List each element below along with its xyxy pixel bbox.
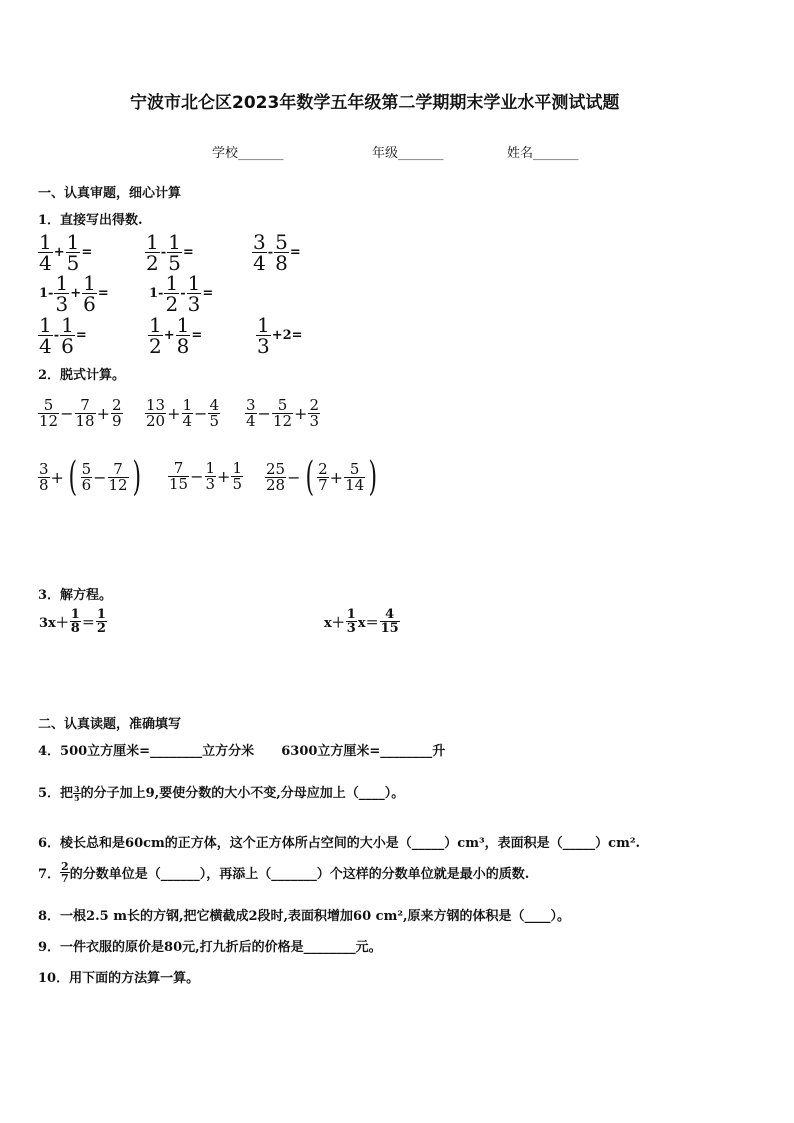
mental-math-item: $\frac{3}{4}$ - $\frac{5}{8}$ = [253, 230, 301, 275]
question-4: 4．500立方厘米=________立方分米 6300立方厘米=________升 [38, 744, 446, 759]
mental-math-item: 1- $\frac{1}{3}$ + $\frac{1}{6}$ = [39, 271, 109, 316]
calc-expression: $\frac{13}{20}$ + $\frac{1}{4}$ − $\frac{4}{5}$ [146, 396, 219, 430]
calc-expression: $\frac{7}{15}$ − $\frac{1}{3}$ + $\frac{1}{5}$ [169, 459, 242, 493]
fraction: $\frac{4}{5}$ [209, 396, 219, 430]
section-heading-2: 二、认真读题，准确填写 [38, 717, 182, 732]
left-paren: ( [305, 454, 314, 500]
fraction: $\frac{1}{2}$ [149, 313, 162, 358]
fraction: $\frac{1}{2}$ [146, 230, 159, 275]
left-paren: ( [68, 454, 78, 500]
fraction: $\frac{25}{28}$ [266, 459, 286, 494]
fraction: $\frac{5}{6}$ [81, 459, 92, 494]
mental-math-item: $\frac{1}{3}$ +2= [257, 313, 303, 358]
school-field: 学校_______ [212, 146, 284, 161]
right-paren: ) [132, 454, 141, 500]
fraction: $\frac{1}{3}$ [55, 271, 69, 316]
fraction: $\frac{1}{5}$ [66, 230, 80, 275]
fraction: $\frac{1}{4}$ [39, 313, 52, 358]
fraction: $\frac{2}{9}$ [112, 396, 122, 430]
fraction: $\frac{5}{8}$ [275, 230, 288, 275]
mental-math-item: 1- $\frac{1}{2}$ - $\frac{1}{3}$ = [149, 271, 214, 316]
fraction: $\frac{1}{5}$ [232, 459, 242, 493]
fraction: $\frac{5}{14}$ [345, 459, 365, 494]
fraction: $\frac{1}{3}$ [205, 459, 216, 493]
fraction: $\frac{3}{4}$ [246, 396, 256, 430]
question-8: 8．一根2.5 m长的方钢,把它横截成2段时,表面积增加60 cm²,原来方钢的体积是（____）。 [38, 909, 571, 924]
fraction: $\frac{2}{7}$ [318, 459, 328, 494]
question-9: 9．一件衣服的原价是80元,打九折后的价格是________元。 [38, 940, 382, 955]
equation-1: 3x＋ $\frac{1}{8}$ ＝ $\frac{1}{2}$ [39, 607, 106, 636]
calc-expression: $\frac{25}{28}$ − ( $\frac{2}{7}$ + $\frac{5}{14}$ ) [266, 454, 378, 500]
calc-expression: $\frac{3}{8}$ + ( $\frac{5}{6}$ − $\frac{7}{12}$ ) [39, 454, 141, 500]
question-10: 10．用下面的方法算一算。 [38, 971, 200, 986]
calc-expression: $\frac{3}{4}$ − $\frac{5}{12}$ + $\frac{2}{3}$ [246, 396, 319, 430]
fraction: $\frac{7}{12}$ [108, 459, 128, 494]
fraction: $\frac{5}{12}$ [272, 396, 293, 430]
fraction: $\frac{1}{6}$ [83, 271, 96, 316]
question-5: 5．把 $\frac{3}{5}$ 的分子加上9,要使分数的大小不变,分母应加上（____）。 [38, 784, 405, 803]
fraction: $\frac{2}{3}$ [309, 396, 319, 430]
name-field: 姓名_______ [507, 146, 579, 161]
calc-expression: $\frac{5}{12}$ − $\frac{7}{18}$ + $\frac{2}{9}$ [39, 396, 122, 430]
fraction: $\frac{1}{3}$ [187, 271, 201, 316]
fraction: $\frac{7}{15}$ [169, 459, 189, 493]
mental-math-item: $\frac{1}{4}$ + $\frac{1}{5}$ = [39, 230, 93, 275]
question-7: 7． $\frac{2}{7}$ 的分数单位是（______），再添上（_______）个这样的分数单位就是最小的质数. [38, 860, 530, 885]
fraction: $\frac{3}{4}$ [253, 230, 266, 275]
question-1-label: 1．直接写出得数. [38, 213, 143, 228]
page-title: 宁波市北仑区2023年数学五年级第二学期期末学业水平测试试题 [130, 93, 620, 113]
question-2-label: 2．脱式计算。 [38, 368, 126, 383]
grade-field: 年级_______ [372, 146, 444, 161]
fraction: $\frac{5}{12}$ [39, 396, 59, 430]
fraction: $\frac{1}{4}$ [182, 396, 193, 430]
question-6: 6．棱长总和是60cm的正方体，这个正方体所占空间的大小是（_____）cm³，表面积是（_____）cm². [38, 836, 641, 851]
fraction: $\frac{1}{5}$ [168, 230, 181, 275]
equation-2: x＋ $\frac{1}{3}$ x＝ $\frac{4}{15}$ [324, 607, 399, 636]
fraction: $\frac{1}{3}$ [257, 313, 270, 358]
fraction: $\frac{1}{6}$ [61, 313, 74, 358]
question-3-label: 3．解方程。 [38, 588, 113, 603]
mental-math-item: $\frac{1}{4}$ - $\frac{1}{6}$ = [39, 313, 87, 358]
fraction: $\frac{13}{20}$ [146, 396, 166, 430]
right-paren: ) [368, 454, 378, 500]
fraction: $\frac{1}{8}$ [176, 313, 190, 358]
section-heading: 一、认真审题，细心计算 [38, 186, 182, 201]
mental-math-item: $\frac{1}{2}$ - $\frac{1}{5}$ = [146, 230, 194, 275]
fraction: $\frac{7}{18}$ [75, 396, 95, 430]
mental-math-item: $\frac{1}{2}$ + $\frac{1}{8}$ = [149, 313, 203, 358]
fraction: $\frac{1}{2}$ [165, 271, 179, 316]
fraction: $\frac{3}{8}$ [39, 459, 49, 494]
fraction: $\frac{1}{4}$ [39, 230, 52, 275]
